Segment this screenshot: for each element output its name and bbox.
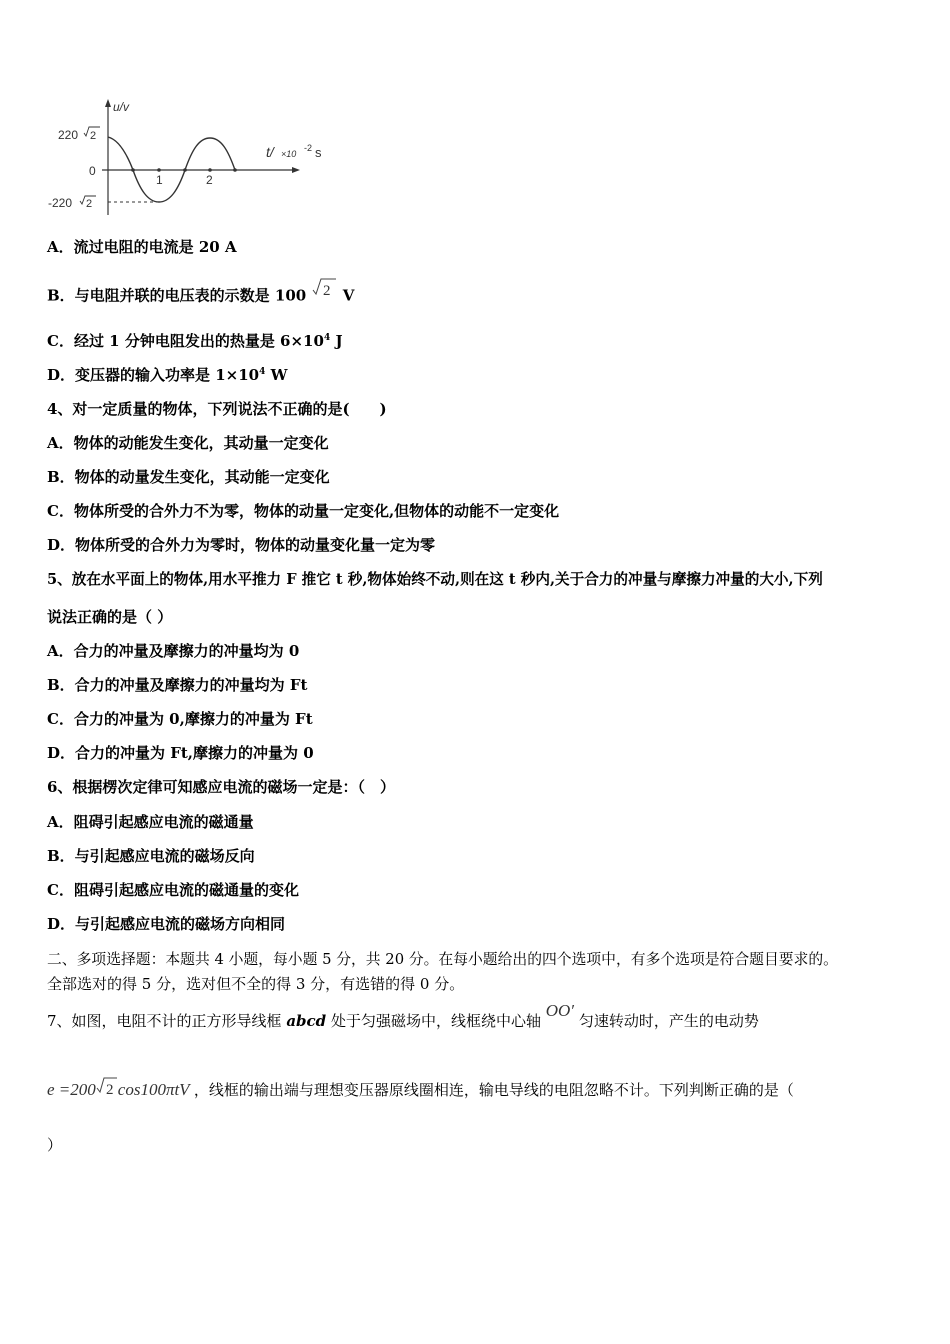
q7-frame-label: abcd xyxy=(286,1012,327,1030)
q7-formula-sqrt xyxy=(96,1076,118,1098)
q3-option-c-text: C．经过 1 分钟电阻发出的热量是 6×10 xyxy=(47,332,324,350)
waveform-svg xyxy=(40,95,340,220)
q7-stem-line1 xyxy=(47,1001,759,1031)
q4-option-b: B．物体的动量发生变化，其动能一定变化 xyxy=(47,468,330,486)
y-min-radicand: 2 xyxy=(86,198,93,210)
section2-heading-line1: 二、多项选择题：本题共 4 小题，每小题 5 分，共 20 分。在每小题给出的四个选项中，有多个选项是符合题目要求的。 xyxy=(47,951,838,968)
q7-stem-post: 匀速转动时，产生的电动势 xyxy=(578,1012,759,1030)
q3-option-c xyxy=(47,330,343,351)
q3-option-b-text: B．与电阻并联的电压表的示数是 100 xyxy=(47,286,307,305)
q7-axis-label: OO′ xyxy=(545,1001,575,1020)
q7-formula-radicand: 2 xyxy=(105,1082,114,1098)
q6-option-d: D．与引起感应电流的磁场方向相同 xyxy=(47,915,286,933)
y-max-sqrt xyxy=(84,127,100,142)
q7-emf-formula xyxy=(47,1080,194,1099)
q5-option-a: A．合力的冲量及摩擦力的冲量均为 0 xyxy=(47,642,300,660)
q4-option-c: C．物体所受的合外力不为零，物体的动量一定变化,但物体的动能不一定变化 xyxy=(47,502,560,520)
q5-option-b: B．合力的冲量及摩擦力的冲量均为 Ft xyxy=(47,676,308,694)
q3-option-d-unit: W xyxy=(270,366,288,384)
sqrt-2-radicand: 2 xyxy=(323,283,331,299)
tick-mark-2 xyxy=(208,168,212,172)
q3-option-c-unit: J xyxy=(335,332,343,350)
q7-stem-line2 xyxy=(47,1076,794,1100)
y-axis-arrow xyxy=(105,99,111,107)
y-min-label: -220 xyxy=(48,196,73,210)
x-axis-label-s: s xyxy=(315,145,322,160)
sqrt-radical-sign xyxy=(311,276,337,300)
zero-crossing-3 xyxy=(233,168,237,172)
q5-option-d: D．合力的冲量为 Ft,摩擦力的冲量为 0 xyxy=(47,744,314,762)
q7-stem-mid: 处于匀强磁场中，线框绕中心轴 xyxy=(330,1012,541,1030)
q4-stem: 4、对一定质量的物体，下列说法不正确的是( ) xyxy=(47,400,387,418)
q7-formula-pre: e =200 xyxy=(47,1080,96,1099)
q3-option-d-exponent: 4 xyxy=(259,367,266,377)
q6-option-b: B．与引起感应电流的磁场反向 xyxy=(47,847,255,865)
q4-option-d: D．物体所受的合外力为零时，物体的动量变化量一定为零 xyxy=(47,536,436,554)
q6-option-c: C．阻碍引起感应电流的磁通量的变化 xyxy=(47,881,299,899)
q7-stem-line2-text: ，线框的输出端与理想变压器原线圈相连，输电导线的电阻忽略不计。下列判断正确的是（ xyxy=(193,1081,794,1099)
q7-closing-paren: ） xyxy=(47,1136,63,1154)
sqrt-2-symbol xyxy=(311,276,337,300)
q6-stem: 6、根据楞次定律可知感应电流的磁场一定是：（ ） xyxy=(47,778,395,796)
y-max-radicand: 2 xyxy=(90,130,97,142)
q3-option-d-text: D．变压器的输入功率是 1×10 xyxy=(47,366,260,384)
q5-option-c: C．合力的冲量为 0,摩擦力的冲量为 Ft xyxy=(47,710,313,728)
tick-mark-1 xyxy=(157,168,161,172)
zero-crossing-1 xyxy=(131,168,135,172)
x-tick-2-label: 2 xyxy=(206,173,213,187)
q3-option-a: A．流过电阻的电流是 20 A xyxy=(47,238,237,256)
zero-crossing-2 xyxy=(183,168,187,172)
y-min-sqrt xyxy=(80,196,96,210)
x-axis-label-exponent: -2 xyxy=(304,143,313,153)
q7-stem-pre: 7、如图，电阻不计的正方形导线框 xyxy=(47,1012,282,1030)
x-axis-label-t: t/ xyxy=(266,144,274,160)
q3-option-b xyxy=(47,284,354,308)
y-zero-label: 0 xyxy=(89,164,96,178)
q3-option-d xyxy=(47,364,287,385)
q4-option-a: A．物体的动能发生变化，其动量一定变化 xyxy=(47,434,329,452)
section2-heading-line2: 全部选对的得 5 分，选对但不全的得 3 分，有选错的得 0 分。 xyxy=(47,975,465,993)
y-axis-label: u/v xyxy=(113,100,130,114)
q7-formula-post: cos100πtV xyxy=(117,1080,190,1099)
q3-option-c-exponent: 4 xyxy=(323,333,331,343)
q6-option-a: A．阻碍引起感应电流的磁通量 xyxy=(47,813,254,831)
q5-stem-line1: 5、放在水平面上的物体,用水平推力 F 推它 t 秒,物体始终不动,则在这 t 秒内,关于合力的冲量与摩擦力冲量的大小,下列 xyxy=(47,571,823,588)
q5-stem-line2: 说法正确的是（ ） xyxy=(47,608,173,626)
x-tick-1-label: 1 xyxy=(156,173,163,187)
x-axis-label-unit: ×10 xyxy=(281,149,297,159)
x-axis-arrow xyxy=(292,167,300,173)
voltage-time-graph xyxy=(40,95,340,224)
q3-option-b-unit: V xyxy=(342,286,355,305)
y-max-label: 220 xyxy=(58,128,79,142)
